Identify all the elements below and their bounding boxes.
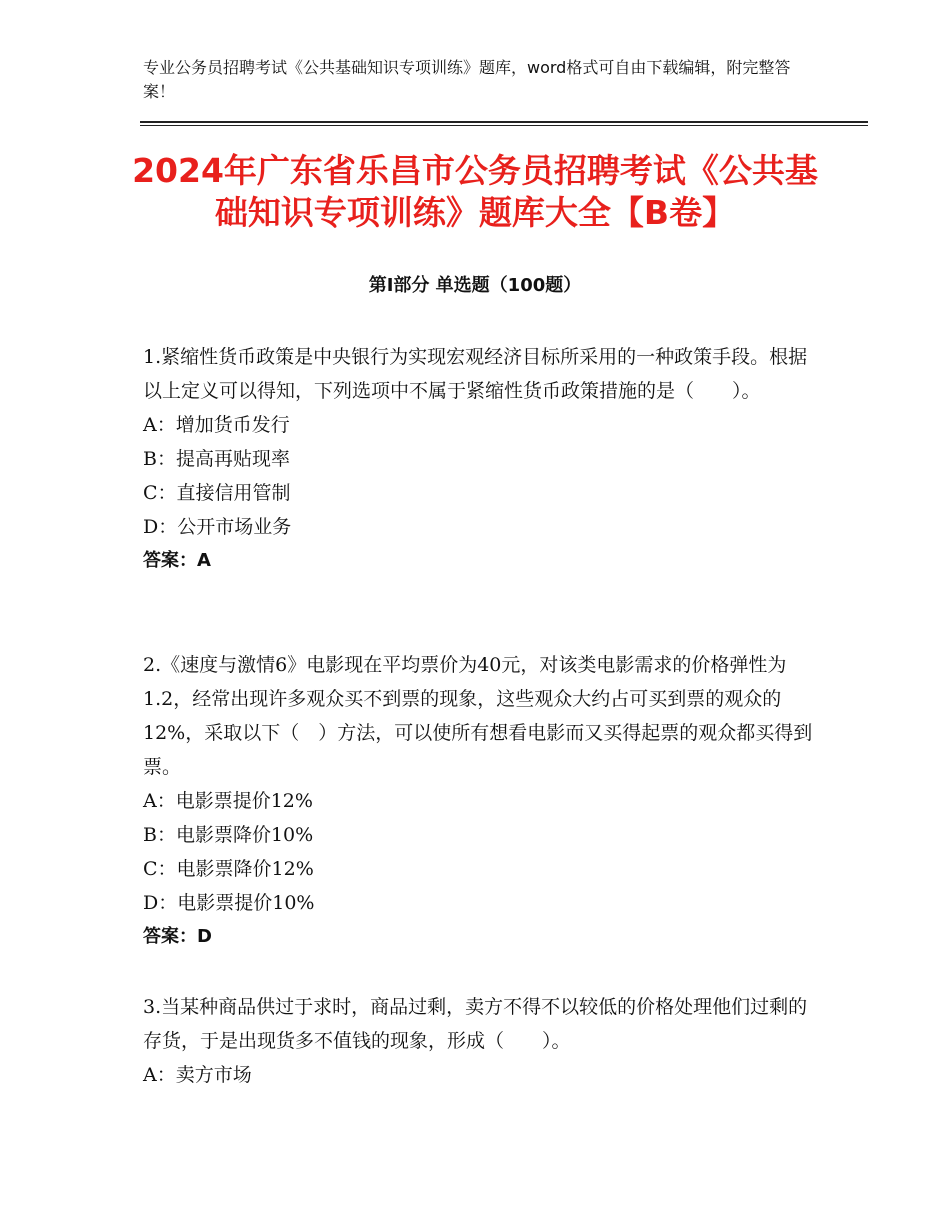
question-3-option-a: A：卖方市场	[143, 1064, 252, 1086]
section-title: 第Ⅰ部分 单选题（100题）	[368, 275, 582, 296]
document-title: 2024年广东省乐昌市公务员招聘考试《公共基础知识专项训练》题库大全【B卷】	[132, 151, 818, 232]
question-3	[143, 990, 818, 1092]
question-2-option-d: D：电影票提价10%	[143, 892, 315, 914]
question-1-option-b: B：提高再贴现率	[143, 448, 290, 470]
header-rule-thin	[140, 125, 868, 126]
question-1-option-a: A：增加货币发行	[143, 414, 290, 436]
question-1-option-d: D：公开市场业务	[143, 516, 292, 538]
question-2	[143, 648, 818, 954]
header-rule-thick	[140, 121, 868, 123]
question-2-option-b: B：电影票降价10%	[143, 824, 314, 846]
question-2-answer: 答案：D	[143, 926, 212, 947]
question-1-stem: 1.紧缩性货币政策是中央银行为实现宏观经济目标所采用的一种政策手段。根据以上定义可以得知，下列选项中不属于紧缩性货币政策措施的是（ ）。	[143, 346, 808, 402]
question-1-answer: 答案：A	[143, 550, 211, 571]
question-1	[143, 340, 818, 578]
header-note: 专业公务员招聘考试《公共基础知识专项训练》题库，word格式可自由下载编辑，附完整答案！	[143, 58, 791, 101]
question-2-stem: 2.《速度与激情6》电影现在平均票价为40元，对该类电影需求的价格弹性为1.2，经常出现许多观众买不到票的现象，这些观众大约占可买到票的观众的12%，采取以下（ ）方法，可以使所有想看电影而又买得起票的观众都买得到票。	[143, 654, 813, 778]
question-3-stem: 3.当某种商品供过于求时，商品过剩，卖方不得不以较低的价格处理他们过剩的存货，于是出现货多不值钱的现象，形成（ ）。	[143, 996, 808, 1052]
question-2-option-c: C：电影票降价12%	[143, 858, 314, 880]
question-1-option-c: C：直接信用管制	[143, 482, 291, 504]
question-2-option-a: A：电影票提价12%	[143, 790, 313, 812]
